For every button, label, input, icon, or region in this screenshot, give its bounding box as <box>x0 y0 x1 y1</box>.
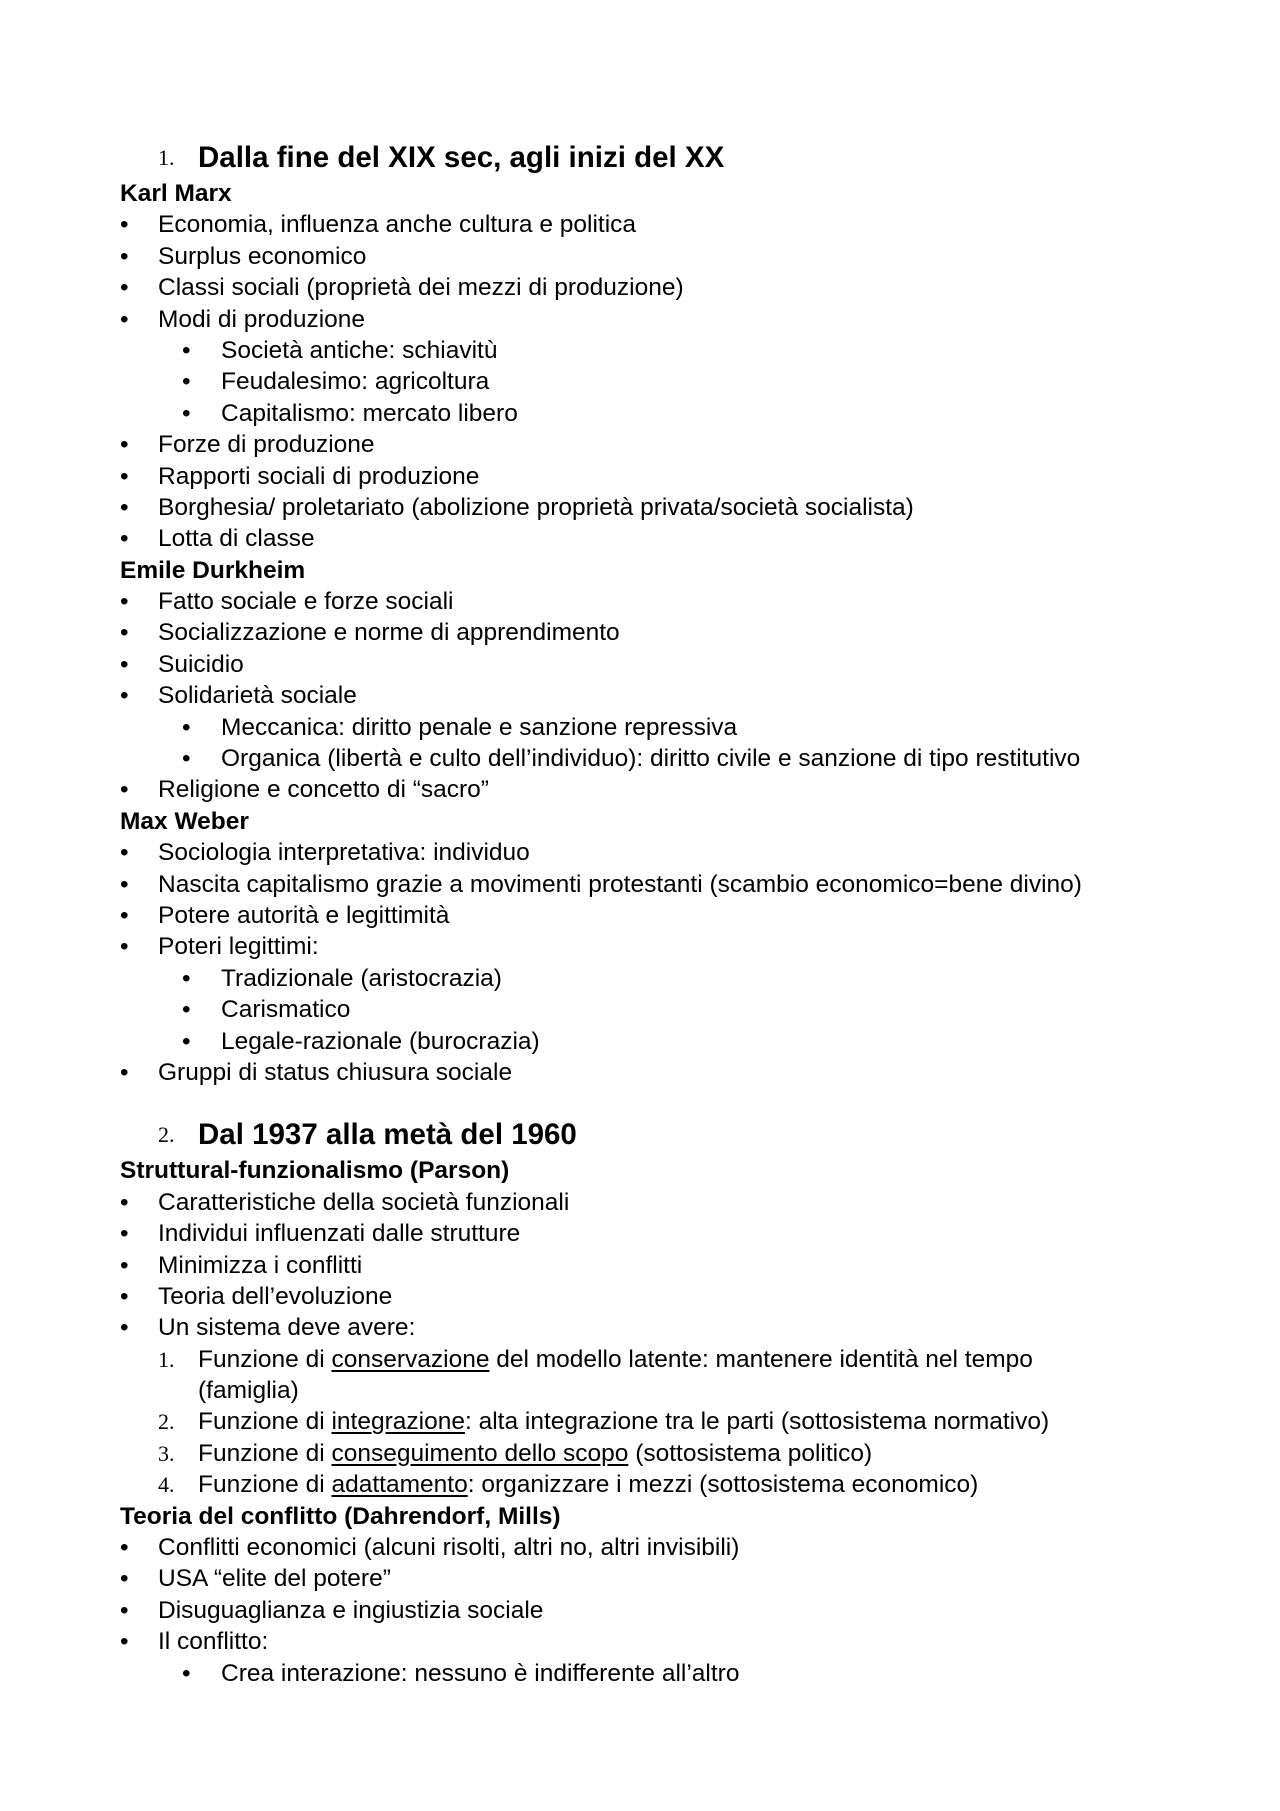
numbered-item-continuation: (famiglia) <box>198 1377 299 1405</box>
item-number: 2. <box>158 1409 175 1435</box>
list-item <box>120 931 1180 962</box>
section-title: Dalla fine del XIX sec, agli inizi del XX <box>198 141 725 174</box>
bullet-icon: • <box>120 839 129 867</box>
list-item-text: Gruppi di status chiusura sociale <box>158 1058 513 1086</box>
item-number: 4. <box>158 1472 175 1498</box>
list-item-text: Classi sociali (proprietà dei mezzi di produzione) <box>158 274 684 302</box>
list-item <box>120 304 1180 335</box>
bullet-icon: • <box>120 682 129 710</box>
list-item-text: Crea interazione: nessuno è indifferente all’altro <box>221 1659 740 1687</box>
list-item-text: Economia, influenza anche cultura e politica <box>158 211 637 239</box>
list-item-text: Solidarietà sociale <box>158 682 357 710</box>
list-item <box>120 1312 1180 1343</box>
document-content <box>120 141 1180 1689</box>
list-item-text: Rapporti sociali di produzione <box>158 462 480 490</box>
list-item-text: Nascita capitalismo grazie a movimenti protestanti (scambio economico=bene divino) <box>158 870 1082 898</box>
bullet-icon: • <box>120 274 129 302</box>
list-item <box>120 774 1180 805</box>
spacer <box>120 1088 1180 1115</box>
sub-list-item <box>120 994 1180 1025</box>
list-item <box>120 209 1180 240</box>
item-rest: (sottosistema politico) <box>628 1439 873 1467</box>
list-item-text: Fatto sociale e forze sociali <box>158 588 454 616</box>
bullet-icon: • <box>120 870 129 898</box>
list-item <box>120 1218 1180 1249</box>
bullet-icon: • <box>120 1251 129 1279</box>
list-item <box>120 272 1180 303</box>
list-item-text: USA “elite del potere” <box>158 1565 391 1593</box>
bullet-icon: • <box>120 525 129 553</box>
list-item-text: Minimizza i conflitti <box>158 1251 363 1279</box>
list-item-text: Feudalesimo: agricoltura <box>221 368 490 396</box>
list-item <box>120 586 1180 617</box>
list-item <box>120 492 1180 523</box>
item-rest: del modello latente: mantenere identità nel tempo <box>489 1345 1033 1373</box>
sub-list-item <box>120 366 1180 397</box>
bullet-icon: • <box>120 493 129 521</box>
list-item-text: Organica (libertà e culto dell’individuo): diritto civile e sanzione di tipo restitutivo <box>221 745 1081 773</box>
bullet-icon: • <box>182 996 191 1024</box>
underlined-term: conseguimento dello scopo <box>331 1439 629 1467</box>
section-number: 2. <box>158 1122 175 1148</box>
list-item-text: Il conflitto: <box>158 1628 269 1656</box>
list-item <box>120 649 1180 680</box>
list-item <box>120 1563 1180 1594</box>
list-item <box>120 461 1180 492</box>
item-number: 1. <box>158 1346 175 1372</box>
list-item <box>120 1595 1180 1626</box>
bullet-icon: • <box>120 1220 129 1248</box>
list-item-text: Religione e concetto di “sacro” <box>158 776 489 804</box>
sub-list-item <box>120 743 1180 774</box>
bullet-icon: • <box>120 431 129 459</box>
list-item-text: Surplus economico <box>158 242 367 270</box>
list-item-text: Meccanica: diritto penale e sanzione repressiva <box>221 713 738 741</box>
list-item-text: Lotta di classe <box>158 525 315 553</box>
numbered-item <box>120 1438 1180 1469</box>
list-item-text: Caratteristiche della società funzionali <box>158 1188 570 1216</box>
item-prefix: Funzione di <box>198 1439 332 1467</box>
bullet-icon: • <box>120 1188 129 1216</box>
bullet-icon: • <box>182 1027 191 1055</box>
bullet-icon: • <box>120 1058 129 1086</box>
list-item-text: Sociologia interpretativa: individuo <box>158 839 530 867</box>
numbered-item <box>120 1469 1180 1500</box>
numbered-item <box>120 1406 1180 1437</box>
list-item <box>120 900 1180 931</box>
bullet-icon: • <box>182 1659 191 1687</box>
bullet-icon: • <box>120 242 129 270</box>
author-heading: Teoria del conflitto (Dahrendorf, Mills) <box>120 1502 561 1530</box>
bullet-icon: • <box>120 588 129 616</box>
bullet-icon: • <box>182 713 191 741</box>
list-item-text: Conflitti economici (alcuni risolti, altri no, altri invisibili) <box>158 1534 740 1562</box>
list-item <box>120 680 1180 711</box>
item-prefix: Funzione di <box>198 1408 332 1436</box>
list-item-text: Suicidio <box>158 650 244 678</box>
list-item-text: Teoria dell’evoluzione <box>158 1282 393 1310</box>
list-item <box>120 617 1180 648</box>
list-item-text: Potere autorità e legittimità <box>158 901 450 929</box>
bullet-icon: • <box>182 964 191 992</box>
list-item-text: Tradizionale (aristocrazia) <box>221 964 502 992</box>
list-item-text: Individui influenzati dalle strutture <box>158 1220 521 1248</box>
list-item-text: Forze di produzione <box>158 431 375 459</box>
sub-list-item <box>120 1026 1180 1057</box>
bullet-icon: • <box>182 745 191 773</box>
sub-list-item <box>120 1658 1180 1689</box>
list-item <box>120 837 1180 868</box>
underlined-term: integrazione <box>331 1408 465 1436</box>
list-item <box>120 1626 1180 1657</box>
author-heading: Max Weber <box>120 807 249 835</box>
bullet-icon: • <box>120 211 129 239</box>
bullet-icon: • <box>120 776 129 804</box>
list-item-text: Poteri legittimi: <box>158 933 319 961</box>
bullet-icon: • <box>120 1282 129 1310</box>
bullet-icon: • <box>182 368 191 396</box>
sub-list-item <box>120 335 1180 366</box>
section-number: 1. <box>158 145 175 170</box>
underlined-term: conservazione <box>331 1345 490 1373</box>
sub-list-item <box>120 712 1180 743</box>
list-item-text: Borghesia/ proletariato (abolizione proprietà privata/società socialista) <box>158 493 914 521</box>
bullet-icon: • <box>120 619 129 647</box>
list-item-text: Modi di produzione <box>158 305 366 333</box>
bullet-icon: • <box>120 305 129 333</box>
item-prefix: Funzione di <box>198 1345 332 1373</box>
bullet-icon: • <box>120 1596 129 1624</box>
author-heading: Struttural-funzionalismo (Parson) <box>120 1157 510 1185</box>
bullet-icon: • <box>120 650 129 678</box>
list-item-text: Socializzazione e norme di apprendimento <box>158 619 620 647</box>
list-item <box>120 1057 1180 1088</box>
section-heading <box>120 1115 1180 1155</box>
bullet-icon: • <box>120 1628 129 1656</box>
item-number: 3. <box>158 1440 175 1466</box>
item-rest: : organizzare i mezzi (sottosistema economico) <box>467 1471 979 1499</box>
bullet-icon: • <box>120 1534 129 1562</box>
item-prefix: Funzione di <box>198 1471 332 1499</box>
list-item <box>120 241 1180 272</box>
list-item <box>120 523 1180 554</box>
underlined-term: adattamento <box>331 1471 468 1499</box>
list-item-text: Un sistema deve avere: <box>158 1314 416 1342</box>
bullet-icon: • <box>120 901 129 929</box>
list-item <box>120 429 1180 460</box>
bullet-icon: • <box>182 336 191 364</box>
list-item <box>120 1281 1180 1312</box>
author-heading: Karl Marx <box>120 180 232 207</box>
bullet-icon: • <box>120 1314 129 1342</box>
numbered-item <box>120 1344 1180 1375</box>
list-item-text: Carismatico <box>221 996 351 1024</box>
list-item <box>120 869 1180 900</box>
list-item-text: Legale-razionale (burocrazia) <box>221 1027 540 1055</box>
section-title: Dal 1937 alla metà del 1960 <box>198 1118 577 1152</box>
list-item-text: Capitalismo: mercato libero <box>221 399 518 427</box>
sub-list-item <box>120 398 1180 429</box>
bullet-icon: • <box>120 933 129 961</box>
list-item-text: Società antiche: schiavitù <box>221 336 498 364</box>
author-heading: Emile Durkheim <box>120 556 306 584</box>
sub-list-item <box>120 963 1180 994</box>
section-heading <box>120 138 1180 178</box>
item-rest: : alta integrazione tra le parti (sottosistema normativo) <box>464 1408 1050 1436</box>
list-item <box>120 1187 1180 1218</box>
list-item-text: Disuguaglianza e ingiustizia sociale <box>158 1596 544 1624</box>
bullet-icon: • <box>120 1565 129 1593</box>
bullet-icon: • <box>182 399 191 427</box>
bullet-icon: • <box>120 462 129 490</box>
list-item <box>120 1250 1180 1281</box>
list-item <box>120 1532 1180 1563</box>
